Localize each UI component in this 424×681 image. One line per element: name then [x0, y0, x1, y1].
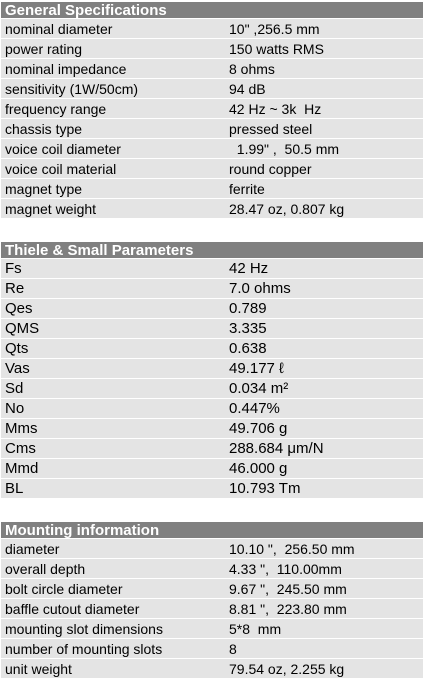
spec-row: [1, 199, 423, 219]
spec-row: [1, 39, 423, 59]
mount-label: unit weight: [5, 661, 72, 677]
param-label: Qts: [5, 340, 29, 357]
spec-value: 94 dB: [229, 81, 266, 97]
param-row: [1, 339, 423, 359]
spec-value: ferrite: [229, 181, 265, 197]
mount-row: [1, 599, 423, 619]
mount-value: 8.81 ", 223.80 mm: [229, 601, 347, 617]
param-row: [1, 439, 423, 459]
section-header: Mounting information: [1, 521, 423, 539]
spec-value: round copper: [229, 161, 312, 177]
spec-label: nominal impedance: [5, 61, 127, 77]
spec-row: [1, 19, 423, 39]
param-label: BL: [5, 480, 24, 497]
param-label: Qes: [5, 300, 33, 317]
param-value: 288.684 μm/N: [229, 440, 324, 457]
param-value: 42 Hz: [229, 260, 269, 277]
param-value: 3.335: [229, 320, 267, 337]
spec-value: pressed steel: [229, 121, 313, 137]
spec-label: voice coil material: [5, 161, 117, 177]
general-specifications-section: [1, 1, 423, 219]
mount-label: number of mounting slots: [5, 641, 163, 657]
spec-label: magnet weight: [5, 201, 97, 217]
spec-row: [1, 119, 423, 139]
mount-label: overall depth: [5, 561, 86, 577]
param-label: Sd: [5, 380, 24, 397]
spec-value: 28.47 oz, 0.807 kg: [229, 201, 345, 217]
mounting-information-section: [1, 521, 423, 679]
spec-label: sensitivity (1W/50cm): [5, 81, 139, 97]
thiele-small-section: [1, 241, 423, 499]
param-value: 0.638: [229, 340, 267, 357]
spec-label: chassis type: [5, 121, 83, 137]
spec-value: 42 Hz ~ 3k Hz: [229, 101, 322, 117]
param-value: 0.789: [229, 300, 267, 317]
mount-label: baffle cutout diameter: [5, 601, 140, 617]
mount-label: mounting slot dimensions: [5, 621, 163, 637]
spec-row: [1, 99, 423, 119]
param-row: [1, 379, 423, 399]
param-row: [1, 259, 423, 279]
param-value: 0.034 m²: [229, 380, 289, 397]
param-row: [1, 359, 423, 379]
param-label: No: [5, 400, 25, 417]
param-label: QMS: [5, 320, 40, 337]
param-label: Re: [5, 280, 25, 297]
mount-label: diameter: [5, 541, 60, 557]
spec-label: power rating: [5, 41, 83, 57]
mount-row: [1, 639, 423, 659]
spec-row: [1, 59, 423, 79]
param-label: Mmd: [5, 460, 39, 477]
param-row: [1, 319, 423, 339]
param-row: [1, 279, 423, 299]
param-label: Mms: [5, 420, 38, 437]
spec-label: nominal diameter: [5, 21, 113, 37]
spec-value: 1.99" , 50.5 mm: [229, 141, 340, 157]
mount-value: 10.10 ", 256.50 mm: [229, 541, 355, 557]
param-label: Fs: [5, 260, 22, 277]
mount-value: 8: [229, 641, 237, 657]
param-row: [1, 459, 423, 479]
spec-label: frequency range: [5, 101, 107, 117]
mount-row: [1, 579, 423, 599]
spec-row: [1, 159, 423, 179]
spec-row: [1, 179, 423, 199]
param-row: [1, 479, 423, 499]
spec-label: voice coil diameter: [5, 141, 121, 157]
section-header: General Specifications: [1, 1, 423, 19]
param-value: 49.706 g: [229, 420, 288, 437]
spec-value: 150 watts RMS: [229, 41, 324, 57]
spec-value: 8 ohms: [229, 61, 275, 77]
mount-row: [1, 559, 423, 579]
mount-row: [1, 619, 423, 639]
param-value: 7.0 ohms: [229, 280, 291, 297]
mount-value: 79.54 oz, 2.255 kg: [229, 661, 345, 677]
param-value: 10.793 Tm: [229, 480, 301, 497]
section-header: Thiele & Small Parameters: [1, 241, 423, 259]
spec-row: [1, 139, 423, 159]
spec-label: magnet type: [5, 181, 83, 197]
spec-row: [1, 79, 423, 99]
spec-value: 10" ,256.5 mm: [229, 21, 320, 37]
param-value: 0.447%: [229, 400, 280, 417]
mount-row: [1, 539, 423, 559]
param-row: [1, 419, 423, 439]
param-row: [1, 299, 423, 319]
param-value: 49.177 ℓ: [229, 360, 284, 377]
param-value: 46.000 g: [229, 460, 288, 477]
mount-row: [1, 659, 423, 679]
param-label: Vas: [5, 360, 30, 377]
param-row: [1, 399, 423, 419]
mount-value: 5*8 mm: [229, 621, 282, 637]
mount-value: 4.33 ", 110.00mm: [229, 561, 342, 577]
mount-label: bolt circle diameter: [5, 581, 123, 597]
mount-value: 9.67 ", 245.50 mm: [229, 581, 347, 597]
param-label: Cms: [5, 440, 36, 457]
